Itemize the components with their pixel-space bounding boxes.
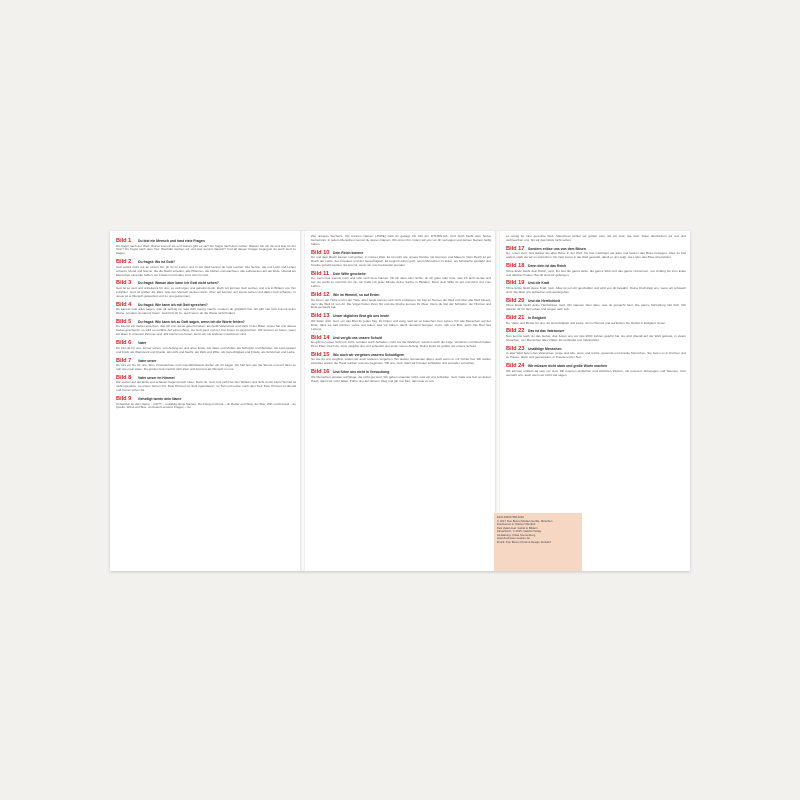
picture-number: Bild 22 bbox=[506, 328, 525, 335]
imprint-line: www.donbosco-medien.de bbox=[497, 537, 530, 540]
picture-section bbox=[506, 298, 686, 312]
picture-number: Bild 18 bbox=[506, 263, 525, 270]
section-text: Du, Vater und Mutter für uns, du Gerechtigkeit und Liebe, du im Himmel und auf Erden: Du bleibst in Ewigkeit. Amen. bbox=[506, 320, 667, 325]
picture-number: Bild 20 bbox=[506, 297, 525, 304]
picture-number: Bild 11 bbox=[311, 270, 330, 277]
section-subtitle: Und die Herrlichkeit bbox=[528, 298, 561, 303]
section-text: Du kannst Gott alles sagen, was dir wichtig ist, was dich traurig macht, sondern du glücklich bist. Es gibt viel Gott kommt keine Worte, sondern du kannst beten. Gott hört dir zu, auch wenn du die Worte nicht findest. bbox=[116, 307, 296, 316]
section-text: Nun kennst auch du das Gebet, das Jesus uns vor fast 2000 Jahren gelehrt hat. Es wird überall auf der Welt gebetet, in vielen Sprachen, von Menschen aller Völker. Es verbindet uns miteinander. bbox=[506, 333, 686, 342]
imprint-line: Gestaltung: Ulrike Sonnenberg bbox=[497, 533, 536, 537]
section-text: Unfassbar ist dein Name – GOTT – unzählig deine Namen: Du König und Fels – du Retter und Weg, du Hirte, Wirt und Freund – du Quelle, Wind und Brot, du Anwort unserer Fragen – du bbox=[116, 401, 296, 410]
section-subtitle: Sondern erlöse uns von dem Bösen bbox=[528, 246, 586, 251]
picture-number: Bild 14 bbox=[311, 334, 330, 341]
section-text: Gott wohnt nicht nur an einem Ort. Er ist im Leben und in der Welt kannst du Gott suchen: Die Sonne, die uns Licht und Leben schenkt, Mond und Sterne, die die Nacht erhellen, alle Pflanzen, die blühen und wachsen, alle Lebewesen auf der Erde. Überall wo Menschen einander helfen, wo Frieden und Liebe sind, dort ist Gott. bbox=[116, 264, 296, 277]
picture-section bbox=[506, 346, 686, 360]
section-subtitle: Vater unser im Himmel bbox=[138, 375, 175, 380]
section-subtitle: Dein Reich komme bbox=[333, 250, 364, 255]
imprint-line: Kinderbuch, © 2015, Gabriel Verlag bbox=[497, 530, 542, 533]
picture-section bbox=[506, 235, 686, 243]
picture-section bbox=[116, 238, 296, 256]
section-text: Du, mein Gott, kennst mich und rufst mich beim Namen. Ob ich alles oder nichts, ob ich gehe oder ruhe, was ich auch denke und tue, du weißt es und bist bei mir. Ich halte mit jeder Minute deine Sache in Händen. Denn dein Wille ist gut und führt uns zum Leben. bbox=[311, 276, 491, 289]
picture-number: Bild 8 bbox=[116, 374, 132, 381]
picture-number: Bild 10 bbox=[311, 249, 330, 256]
picture-number: Bild 24 bbox=[506, 363, 525, 370]
imprint-box bbox=[494, 513, 582, 571]
section-subtitle: Du fragst: Wie kann ich mit Gott sprechen? bbox=[138, 302, 208, 307]
picture-number: Bild 16 bbox=[311, 369, 330, 376]
section-text: Ohne Ende bleibt dein Reich, Gott. Du bist die ganze Erde, die ganze Welt und das ganze Universum, von Anfang bis zum Ende und darüber hinaus. Bei dir sind wir geborgen. bbox=[506, 268, 686, 277]
section-subtitle: Geheiligt werde dein Name bbox=[138, 397, 182, 402]
imprint-line: Das Vaterunser. Gebet in Bildern bbox=[497, 526, 538, 530]
picture-number: Bild 13 bbox=[311, 313, 330, 320]
section-text: Wir können einfach da sein vor Gott. Mit unseren einfachen und ehrlichen Worten, mit unserem Schweigen und Staunen. Gott versteht uns, auch wenn wir nicht viel sagen. bbox=[506, 368, 686, 377]
picture-section bbox=[311, 292, 491, 310]
section-subtitle: Du fragst: Warum aber kann ich Gott nicht sehen? bbox=[138, 281, 219, 286]
picture-number: Bild 7 bbox=[116, 357, 132, 364]
section-text: So wie du uns vergibst, wollen wir auch anderen vergeben. Wir lassen niemanden allein, auch wenn er mir Fehler hat. Wir wollen einander wieder die Hand reichen und neu beginnen. Hilf uns, Gott, dass wir Frieden schließen und einander verzeihen. bbox=[311, 357, 491, 366]
picture-section bbox=[311, 335, 491, 349]
text-column-middle bbox=[305, 231, 495, 571]
section-text: Ohne Ende bleibt deine Herrlichkeit, Gott. Wir staunen über alles, was du gemacht hast. Die ganze Schöpfung lobt dich. Wir danken dir für das Leben und singen dein Lob. bbox=[506, 303, 686, 312]
picture-section bbox=[311, 235, 491, 247]
section-subtitle: Unzählige Menschen bbox=[528, 346, 562, 351]
picture-number: Bild 1 bbox=[116, 238, 132, 244]
picture-section bbox=[311, 271, 491, 289]
picture-section bbox=[116, 396, 296, 410]
section-text: Wir bitten dich, Gott, um das Brot für jeden Tag, für hinten und ewig, weil wir es brauchen zum Leben. Für alle Menschen auf der Erde, dass sie satt werden. Lehre uns teilen, was wir haben, damit niemand hungern muss. Gib uns Brot, auch das Brot des Lebens. bbox=[311, 318, 491, 331]
section-subtitle: Vater unser bbox=[138, 358, 157, 363]
picture-section bbox=[506, 263, 686, 277]
section-text: In aller Welt beten das Vaterunser, junge und alte, arme und reiche, gesunde und kranke Menschen. Sie beten es in Kirchen und zu Hause, allein und gemeinsam, in Freude und in Not. bbox=[506, 351, 686, 360]
picture-section bbox=[116, 302, 296, 316]
section-text: Du bist in der Höhe und in der Tiefe, aber beide können sich nicht umfassen. Du bist im Herzen der Welt und über alle Welt hinaus, denn die Welt ist von dir. Die Vögel finden ihren Ort und die Fische kennen ihr Meer. Denn du bist der Schöpfer, der Himmel und Erde gemacht hat. bbox=[311, 297, 491, 310]
picture-section bbox=[506, 363, 686, 377]
section-text: Es gibt im Leben nicht nur Licht, sondern auch Schatten, nicht nur die Wahrheit, sondern auch die Lüge. Verletzen und Streit haben ihren Platz. Doch du, Gott, vergibst uns und schenkst uns einen neuen Anfang. Deine Liebe ist größer als unsere Schuld. bbox=[311, 340, 491, 348]
section-text: Ohne Ende bleibt deine Kraft, Gott. Alles ist von dir geschaffen und wird von dir bewahrt. Deine Kraft trägt uns, wenn wir schwach sind. Sie lässt uns aufstehen und weitergehen. bbox=[506, 285, 686, 294]
section-text: Wir Menschen geraten auf Wege, die nicht gut sind. Wir geben einander nicht, was wir uns schulden. Gott, halte uns fest an deiner Hand, damit wir nicht fallen. Führe uns auf deinem Weg und gib uns Mut, das Gute zu tun. bbox=[311, 374, 491, 383]
continued-text: Ziel unseres Suchens. Wir können Namen (JHWE) hast du gesagt: Du bist der ICH-BIN-DA. Und doch bleibt dein Name Geheimnis. In jedem Menschen nennst du deinen Namen. Wir ehren ihn, indem wir uns vor dir verneigen und deinen Namen heilig halten. bbox=[311, 234, 491, 246]
picture-number: Bild 4 bbox=[116, 301, 132, 308]
imprint-line: © 2017 Don Bosco Medien GmbH, München bbox=[497, 519, 553, 523]
picture-number: Bild 9 bbox=[116, 396, 132, 403]
picture-section bbox=[116, 319, 296, 337]
picture-number: Bild 5 bbox=[116, 318, 132, 325]
picture-number: Bild 15 bbox=[311, 351, 330, 358]
section-text: Du kannst ein Gebet sprechen, das wir von Jesus gelernt haben: Es heißt Vaterunser und steht in der Bibel. Jesus hat uns dieses Gebet geschenkt, so wird es erzählt. Auf einem Berg, wo Gott ganz nah ist, hat Jesus zu gesprochen. Wir können es beten, wenn wir allein in unserem Zimmer sind. Wir können es beten, wenn wir mit anderen zusammen sind. bbox=[116, 324, 296, 337]
picture-section bbox=[116, 358, 296, 372]
section-subtitle: Wie auch wir vergeben unseren Schuldigern bbox=[333, 352, 405, 357]
picture-number: Bild 12 bbox=[311, 292, 330, 299]
picture-section bbox=[311, 369, 491, 383]
picture-section bbox=[506, 315, 686, 325]
section-subtitle: Wir müssen nicht stark und große Worte machen bbox=[528, 364, 608, 369]
section-subtitle: Unser tägliches Brot gib uns heute bbox=[333, 314, 390, 319]
section-text: Du und dein Reich kamen und gehen, in meiner Welt. Es ist nicht wie unsere Reiche mit Grenzen und Mauern. Dein Reich ist ein Reich der Liebe, des Friedens und der Gerechtigkeit. Es beginnt schon jetzt, wenn Menschen zu teilen, wo Schwache gestärkt und Kranke geheilt werden. Es kommt, wenn wir uns zueinander wenden. bbox=[311, 255, 491, 268]
text-column-left bbox=[110, 231, 300, 571]
section-subtitle: Das ist das Vaterunser bbox=[528, 329, 565, 334]
section-subtitle: Und vergib uns unsere Schuld bbox=[333, 335, 382, 340]
leaflet-sheet bbox=[110, 231, 690, 571]
picture-section bbox=[116, 259, 296, 277]
section-subtitle: Wie im Himmel, so auf Erden bbox=[333, 293, 380, 298]
imprint-line: EAN 4260179514160 bbox=[497, 516, 524, 519]
section-text: Du, unser Gott, bist stärker als alles Böse in der Welt. Du bist mächtiger als alles und kannst das Böse besiegen. Aber du bist anders stark als wir es wünschen. Du hast Jesus in die Welt gesandt, damit er uns zeigt, wie Liebe das Böse überwindet. bbox=[506, 251, 686, 260]
picture-number: Bild 2 bbox=[116, 259, 132, 266]
picture-number: Bild 19 bbox=[506, 280, 525, 287]
picture-section bbox=[311, 313, 491, 331]
imprint-line: Erschienen in: Rainer Oberthür bbox=[497, 523, 536, 526]
picture-section bbox=[116, 375, 296, 393]
section-text: Du bist da für uns. Immer schon, von Anfang an und ohne Ende. Als Vater und Mutter, als Schöpfer und Behüter, als Lebensatem und Kraft, als Weinstock und Quelle, als Licht und Nacht, als Welt und Wille, als Gerechtigkeit und Friede, als Schönheit und Liebe. bbox=[116, 345, 296, 354]
picture-section bbox=[506, 280, 686, 294]
picture-section bbox=[311, 250, 491, 268]
section-text: Du fragst nach der Welt: Woher kommt sie und warum gibt es sie? Du fragst nach dem Leben: Warum bin ich da und was ist der Sinn? Du fragst nach dem Tod: Weshalb sterben wir und was kommt danach? Und all diesen Fragen begegnet du auch Gott zu fragen. bbox=[116, 243, 296, 256]
picture-section bbox=[311, 352, 491, 366]
picture-section bbox=[506, 246, 686, 260]
picture-number: Bild 3 bbox=[116, 280, 132, 287]
section-subtitle: Du fragst: Wo ist Gott? bbox=[138, 260, 176, 265]
section-subtitle: In Ewigkeit bbox=[528, 316, 546, 321]
picture-number: Bild 21 bbox=[506, 315, 525, 322]
picture-number: Bild 23 bbox=[506, 345, 525, 352]
section-text: Du bist ein Du für uns. Zum Umeinkehren und Unendlichdasein dürfen wir dir sagen. Du bist fern wie die Sterne und mit dann so nah wie mein Atem. Du großer Gott machst dich klein und kommst als Mensch zu uns. bbox=[116, 363, 296, 371]
picture-section bbox=[116, 340, 296, 354]
picture-section bbox=[116, 280, 296, 298]
continued-text: es wenig für eine gerechte Welt. Manchmal wollen wir größer sein, als wir sind, wie Gott. Dann überfordern wir uns und verbrauchen uns, bis wir das Glück nicht sehen. bbox=[506, 234, 686, 242]
imprint-line: Druck: Don Bosco Druck & Design, Ensdorf bbox=[497, 540, 551, 544]
section-text: Wir stehen auf der Erde und schauen fragend nach oben. Doch du, Gott, bist nicht bei den Wolken und nicht im All. Dein Himmel ist nicht irgendwo, an einem fernen Ort. Dein Himmel ist nicht irgendwann, im Tod und Leben nach dem Tod. Dein Himmel ist überall und immer schon da. bbox=[116, 380, 296, 393]
section-subtitle: Vater bbox=[138, 341, 147, 346]
section-subtitle: Denn dein ist das Reich bbox=[528, 264, 567, 269]
picture-section bbox=[506, 328, 686, 342]
section-text: Gott ist so weit und unbekannt für uns, so verborgen und geheimnisvoll. Doch wir können Gott suchen und uns in Bildern von ihm erzählen. Gott ist größer als alles, was der Mensch denken kann. Aber wir können auf Jesus sehen und dabei Gott schauen. In Jesus ist er Mensch geworden und zu uns gekommen. bbox=[116, 285, 296, 298]
picture-number: Bild 6 bbox=[116, 340, 132, 347]
section-subtitle: Du fragst: Wie kann ich zu Gott sagen, wenn ich die Worte fehlen? bbox=[138, 319, 245, 324]
section-subtitle: Und führe uns nicht in Versuchung bbox=[333, 370, 390, 375]
section-subtitle: Und die Kraft bbox=[528, 281, 550, 286]
section-subtitle: Du bist ein Mensch und hast viele Fragen bbox=[138, 239, 205, 243]
picture-number: Bild 17 bbox=[506, 245, 525, 252]
section-subtitle: Dein Wille geschehe bbox=[333, 271, 366, 276]
